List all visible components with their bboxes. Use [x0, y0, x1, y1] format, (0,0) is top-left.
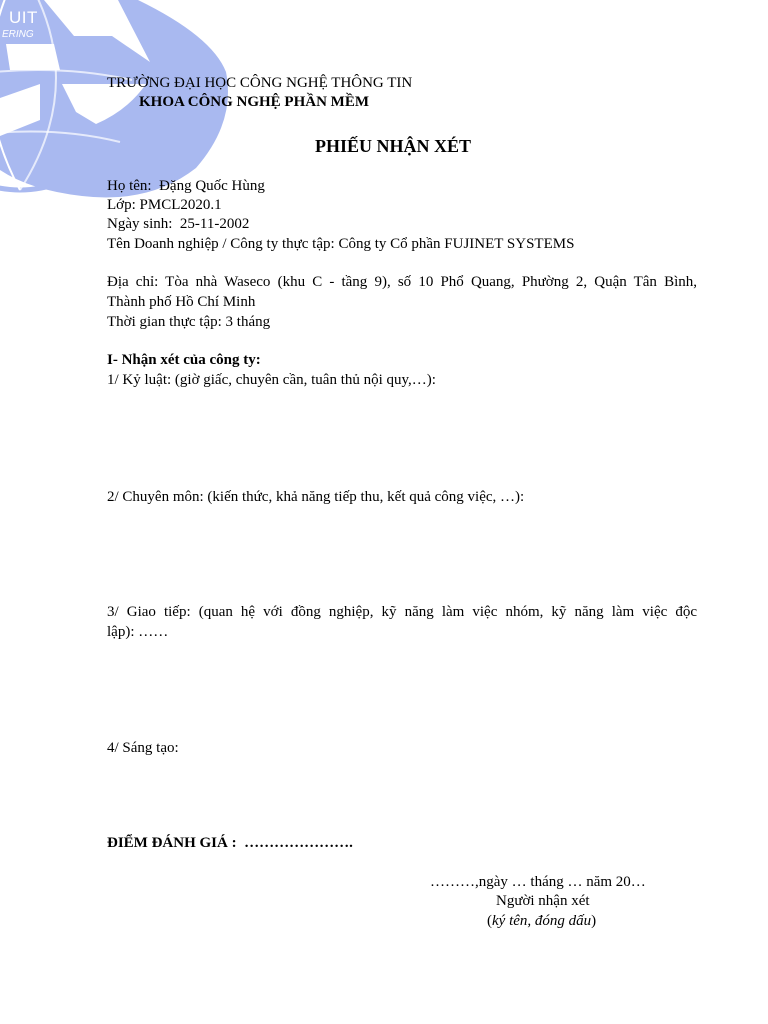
- student-name-row: [107, 177, 265, 197]
- dob-label: Ngày sinh:: [107, 216, 173, 232]
- logo-subtext: ERING: [2, 29, 34, 40]
- score-value: ………………….: [244, 835, 353, 851]
- logo-text: UIT: [9, 8, 38, 27]
- criterion-discipline: 1/ Kỷ luật: (giờ giấc, chuyên cần, tuân thủ nội quy,…):: [107, 372, 436, 388]
- note-open-paren: (: [487, 913, 492, 929]
- score-row: [107, 834, 353, 854]
- duration-row: [107, 313, 270, 333]
- criterion-communication-cont: lập): ……: [107, 624, 169, 640]
- reviewer-label: Người nhận xét: [496, 893, 590, 909]
- criterion-expertise: 2/ Chuyên môn: (kiến thức, khả năng tiếp thu, kết quả công việc, …):: [107, 489, 525, 505]
- student-dob-row: [107, 215, 249, 235]
- name-value: Đặng Quốc Hùng: [159, 178, 265, 194]
- student-class-row: [107, 196, 222, 216]
- duration-label: Thời gian thực tập:: [107, 314, 222, 330]
- note-close-paren: ): [591, 913, 597, 929]
- company-row: [107, 235, 574, 255]
- university-name: TRƯỜNG ĐẠI HỌC CÔNG NGHỆ THÔNG TIN: [107, 75, 413, 91]
- company-value: Công ty Cổ phần FUJINET SYSTEMS: [338, 236, 575, 252]
- section-heading: I- Nhận xét của công ty:: [107, 352, 261, 368]
- address-line-2: Thành phố Hồ Chí Minh: [107, 294, 256, 310]
- address-row: [107, 273, 697, 293]
- criterion-communication: 3/ Giao tiếp: (quan hệ với đồng nghiệp, kỹ năng làm việc nhóm, kỹ năng làm việc độc: [107, 604, 697, 620]
- name-label: Họ tên:: [107, 178, 152, 194]
- address-label: Địa chỉ:: [107, 274, 159, 290]
- address-line-1: Tòa nhà Waseco (khu C - tầng 9), số 10 Phổ Quang, Phường 2, Quận Tân Bình,: [165, 274, 697, 290]
- duration-value: 3 tháng: [225, 314, 271, 330]
- score-label: ĐIỂM ĐÁNH GIÁ :: [107, 835, 237, 851]
- company-label: Tên Doanh nghiệp / Công ty thực tập:: [107, 236, 335, 252]
- faculty-name: KHOA CÔNG NGHỆ PHẦN MỀM: [139, 94, 369, 110]
- document-title: PHIẾU NHẬN XÉT: [315, 136, 472, 156]
- criterion-creativity: 4/ Sáng tạo:: [107, 740, 179, 756]
- signature-note: [487, 912, 596, 932]
- class-label: Lớp:: [107, 197, 136, 213]
- dob-value: 25-11-2002: [179, 216, 250, 232]
- class-value: PMCL2020.1: [139, 197, 222, 213]
- signature-note-text: ký tên, đóng dấu: [492, 913, 592, 929]
- signature-date-line: ………,ngày … tháng … năm 20…: [430, 874, 646, 890]
